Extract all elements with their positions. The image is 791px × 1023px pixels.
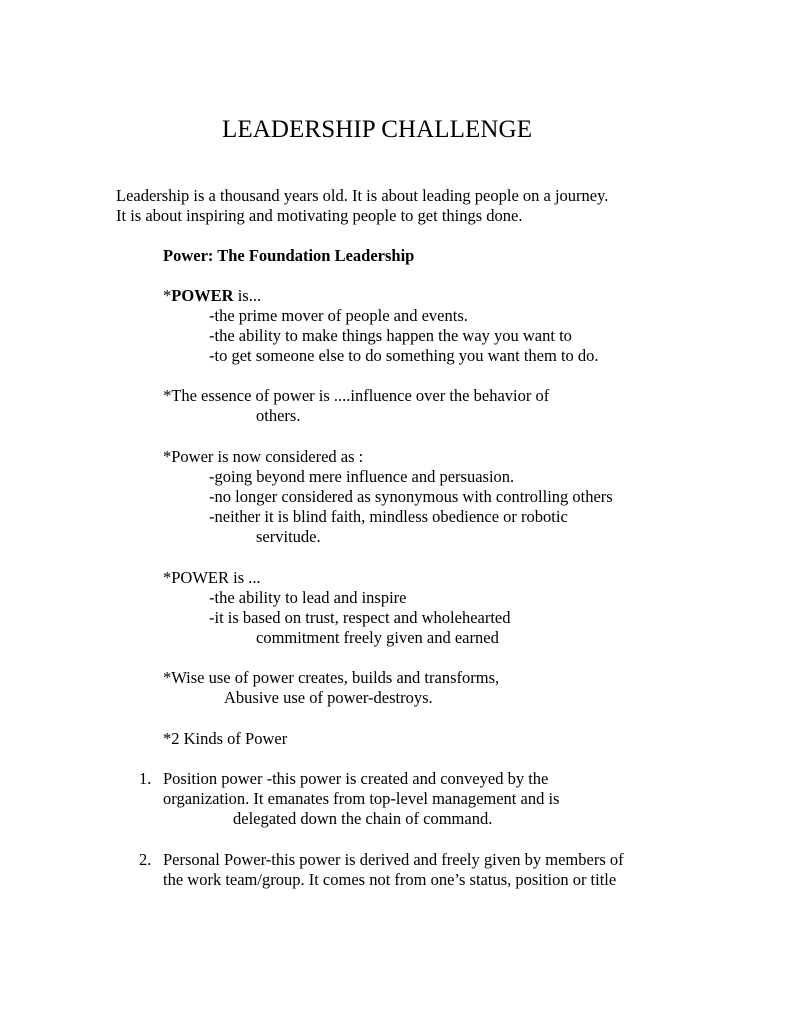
- asterisk: *: [163, 286, 172, 305]
- power-is-suffix: is...: [233, 286, 262, 305]
- section-heading: Power: The Foundation Leadership: [163, 246, 415, 265]
- page-title: LEADERSHIP CHALLENGE: [222, 116, 533, 143]
- kind-text: Position power -this power is created and conveyed by the: [163, 769, 549, 788]
- list-item: -the ability to lead and inspire: [209, 588, 407, 607]
- list-item: -going beyond mere influence and persuasion.: [209, 467, 515, 486]
- kinds-heading: *2 Kinds of Power: [163, 729, 288, 748]
- list-item-continuation: commitment freely given and earned: [256, 628, 499, 647]
- essence-continuation: others.: [256, 406, 301, 425]
- list-number: 2.: [139, 850, 152, 869]
- kind-text: the work team/group. It comes not from one’s status, position or title: [163, 870, 617, 889]
- kind-text: delegated down the chain of command.: [233, 809, 493, 828]
- power-is-2-heading: *POWER is ...: [163, 568, 261, 587]
- list-item: -the ability to make things happen the way you want to: [209, 326, 572, 345]
- wise-use-line: *Wise use of power creates, builds and transforms,: [163, 668, 500, 687]
- power-bold: POWER: [171, 286, 234, 305]
- kind-text: organization. It emanates from top-level management and is: [163, 789, 560, 808]
- intro-line: It is about inspiring and motivating people to get things done.: [116, 206, 523, 225]
- power-is-heading: [163, 286, 261, 306]
- now-considered-heading: *Power is now considered as :: [163, 447, 364, 466]
- list-item: -the prime mover of people and events.: [209, 306, 468, 325]
- abusive-use-line: Abusive use of power-destroys.: [224, 688, 433, 707]
- list-item: -it is based on trust, respect and wholehearted: [209, 608, 511, 627]
- list-number: 1.: [139, 769, 152, 788]
- essence-line: *The essence of power is ....influence over the behavior of: [163, 386, 550, 405]
- list-item: -to get someone else to do something you want them to do.: [209, 346, 599, 365]
- intro-line: Leadership is a thousand years old. It is about leading people on a journey.: [116, 186, 609, 205]
- list-item-continuation: servitude.: [256, 527, 321, 546]
- list-item: -no longer considered as synonymous with controlling others: [209, 487, 613, 506]
- list-item: -neither it is blind faith, mindless obedience or robotic: [209, 507, 568, 526]
- kind-text: Personal Power-this power is derived and freely given by members of: [163, 850, 624, 869]
